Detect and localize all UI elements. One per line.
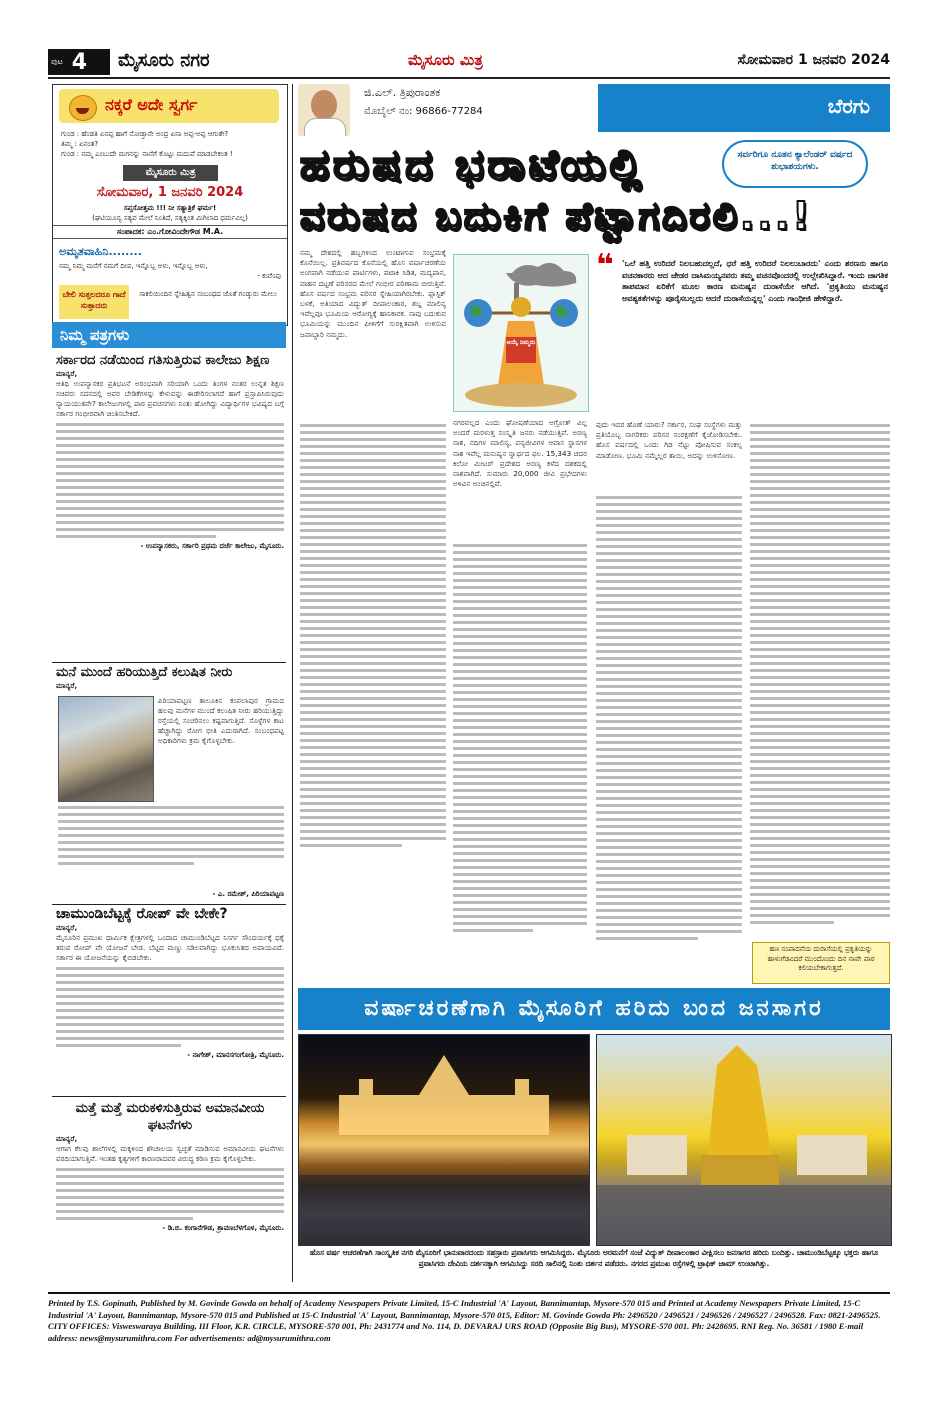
letter-body: ಪಿರಿಯಾಪಟ್ಟಣ ತಾಲೂಕಿನ ಕಂಪಲಾಪುರ ಗ್ರಾಮದ ಹಲವು ಮನೆಗಳ ಮುಂದೆ ಕಲುಷಿತ ನೀರು ಹರಿಯುತ್ತಿದ್ದು ರಸ್ತೆಯಲ್ಲಿ ಸಂಚರಿಸಲು ಕಷ್ಟವಾಗುತ್ತಿದೆ. ಸೊಳ್ಳೆಗಳ ಕಾಟ ಹೆಚ್ಚಾಗಿದ್ದು ರೋಗ ಭೀತಿ ಎದುರಾಗಿದೆ. ಸಂಬಂಧಪಟ್ಟ ಅಧಿಕಾರಿಗಳು ಕ್ರಮ ಕೈಗೊಳ್ಳಬೇಕು.	[158, 696, 284, 745]
article-body-col3	[596, 420, 742, 461]
page-number: 4	[71, 49, 88, 75]
amrita-text: ನಮ್ಮ ನಿಮ್ಮ ಮನೆಗೆ ನಮಗೆ ದೀಪ, ಇನ್ನೊಬ್ಬ ಅಳು, ಇನ್ನೊಬ್ಬ ಅಳು,	[59, 262, 208, 270]
letter-salute: ಮಾನ್ಯರೆ,	[56, 369, 78, 378]
proverb-right: ಸಾಕಲಿಯಿಂದಿನ ಸ್ನೇಹಿತ್ವನ ಸಂಬಂಧದ ಜೊತೆ ಗಂಡ್ಕುರು ಮೇಲು	[139, 290, 277, 298]
headline-line-2: ವರುಷದ ಬದುಕಿಗೆ ಪೆಟ್ಟಾಗದಿರಲಿ...!	[300, 194, 813, 238]
letter-signature: - ಡಿ.ಬಿ. ಕಂಗಾನೆಗೌಡ, ಶ್ರಾವಣಬೆಳಗೊಳ, ಮೈಸೂರು.	[162, 1224, 284, 1232]
letter-1	[56, 352, 284, 551]
joke-line: ಗುಂಡ : ಹೆಂಡತಿ ಏನಪ್ಪ ಹಾಗೆ ನೋಡ್ತಾನೇ ಅಂದ್ರ ಏನಾ ಅಪ್ಪ-ಅಪ್ಪ ಆಗುತೇ?	[61, 130, 229, 138]
photo-caption: ಹೊಸ ವರ್ಷ ಆಚರಣೆಗಾಗಿ ಸಾಂಸ್ಕೃತಿಕ ನಗರಿ ಮೈಸೂರಿಗೆ ಭಾನುವಾರದಂದು ಸಹಸ್ರಾರು ಪ್ರವಾಸಿಗರು ಆಗಮಿಸಿದ್ದರು. ಮೈಸೂರು ಅರಮನೆಗೆ ಸಂಜೆ ವಿದ್ಯುತ್ ದೀಪಾಲಂಕಾರ ವೀಕ್ಷಿಸಲು ಜನಸಾಗರ ಹರಿದು ಬಂದಿತ್ತು. ಚಾಮುಂಡಿಬೆಟ್ಟಕ್ಕೂ ಭಕ್ತರು ಹಾಗೂ ಪ್ರವಾಸಿಗರು ದೇವಿಯ ದರ್ಶನಕ್ಕಾಗಿ ಆಗಮಿಸಿದ್ದು ಸರದಿ ಸಾಲಿನಲ್ಲಿ ನಿಂತು ದರ್ಶನ ಪಡೆದರು. ನಗರದ ಪ್ರಮುಖ ರಸ್ತೆಗಳಲ್ಲಿ ಟ್ರಾಫಿಕ್ ಜಾಮ್ ಉಂಟಾಗಿತ್ತು.	[309, 1248, 879, 1268]
letter-body: ಆತಿಥಿ ಉಪನ್ಯಾಸಕರ ಪ್ರತಿಭಟನೆ ಅರಂಭವಾಗಿ ಸರಿಯಾಗಿ ಒಂದು ತಿಂಗಳ ನಂತರ ಉನ್ನತ ಶಿಕ್ಷಣ ಸಚಿವರು ಸದನದಲ್ಲಿ ಅವರ ಬೇಡಿಕೆಗಳನ್ನು ಕೇಳುವನ್ನು ಈಡೇರಿಸಲಾಗದೆ ಹಾಗೆ ಪ್ರಸ್ತಾಪಿಸಿರುವುದು ನ್ಯಾಯಯುತವೇ? ಕಾಲೇಜುಗಳಲ್ಲಿ ಪಾಠ ಪ್ರವಚನಗಳು ನಿಂತು ಹೋಗಿದ್ದು ವಿದ್ಯಾರ್ಥಿಗಳ ಭವಿಷ್ಯದ ಬಗ್ಗೆ ಸರ್ಕಾರ ಗಂಭೀರವಾಗಿ ಚಿಂತಿಸಬೇಕಿದೆ.	[56, 379, 284, 418]
tagline: ಸಪ್ತಸೋತ್ತಮ !!! ನೀ ಸತ್ಯಾತ್ರಿಕೆ ಘರ್ಮ!	[123, 204, 217, 212]
new-year-wish-badge: ಸರ್ವರಿಗೂ ನೂತನ ಕ್ಯಾಲೆಂಡರ್ ವರ್ಷದ ಶುಭಾಶಯಗಳು.	[722, 140, 868, 188]
amrita-title: ಅಮೃತವಾಹಿನಿ........	[59, 245, 142, 258]
article-paragraph: ಪುದು ಇದರ ಹೊಣೆ ಯಾರು? ಸರ್ಕಾರ, ಸಂಘ ಸಂಸ್ಥೆಗಳು ಮತ್ತು ಪ್ರತಿಯೊಬ್ಬ ನಾಗರಿಕರು ಪರಿಸರ ಸಂರಕ್ಷಣೆಗೆ ಕೈಜೋಡಿಸಬೇಕು. ಹೊಸ ವರ್ಷದಲ್ಲಿ ಒಂದು ಗಿಡ ನೆಟ್ಟು ಪೋಷಿಸುವ ಸಂಕಲ್ಪ ಮಾಡೋಣ. ಭೂಮಿ ನಮ್ಮೆಲ್ಲರ ತಾಯಿ, ಅದನ್ನು ಉಳಿಸೋಣ.	[596, 420, 742, 460]
letter-signature: - ನಾಗೇಶ್, ಮಾನಸಗಂಗೋತ್ರಿ, ಮೈಸೂರು.	[187, 1051, 284, 1059]
author-name: ಜಿ.ಎಲ್. ತ್ರಿಪುರಾಂತಕ	[364, 86, 441, 99]
masthead-brand: ಮೈಸೂರು ಮಿತ್ರ	[408, 51, 483, 69]
letter-signature: - ಉಪನ್ಯಾಸಕರು, ಸರ್ಕಾರಿ ಪ್ರಥಮ ದರ್ಜೆ ಕಾಲೇಜು, ಮೈಸೂರು.	[140, 542, 284, 550]
author-avatar	[298, 84, 350, 136]
chamundi-temple-crowd-photo	[596, 1034, 892, 1246]
pull-quote	[596, 248, 890, 416]
humor-title-banner	[59, 89, 279, 123]
letter-body: ಆಗಾಗ ಕೆಲವು ಶಾಲೆಗಳಲ್ಲಿ ಮಕ್ಕಳಿಂದ ಶೌಚಾಲಯ ಸ್ವಚ್ಛತೆ ಮಾಡಿಸುವ ಅಮಾನವೀಯ ಘಟನೆಗಳು ವರದಿಯಾಗುತ್ತಿವೆ. ಇಂತಹ ಕೃತ್ಯಗಳಿಗೆ ಕಾರಣರಾದವರ ವಿರುದ್ಧ ಕಠಿಣ ಕ್ರಮ ಕೈಗೊಳ್ಳಬೇಕು.	[56, 1144, 284, 1163]
letters-section-header: ನಿಮ್ಮ ಪತ್ರಗಳು	[52, 322, 286, 348]
section-name: ಮೈಸೂರು ನಗರ	[118, 50, 210, 71]
column-label-banner	[598, 84, 890, 132]
imprint-footer: Printed by T.S. Gopinath, Published by M. Govinde Gowda on behalf of Academy Newspapers Private Limited, 15-C Industrial 'A' Layout, Bannimantap, Mysore-570 015 and Printed at Academy Newspapers Private Limited, 15-C Industrial 'A' Layout, Bannimantap, Mysore-570 015 and Published at 15-C Industrial 'A' Layout, Bannimantap, Mysore-570 015, Editor: M. Govinde Gowda Ph: 2496520 / 2496521 / 2496526 / 2496527 / 2496528. Fax: 0821-2496525. CITY OFFICES: Visweswaraya Building, III Floor, K.R. CIRCLE, MYSORE-570 001, Ph: 2431774 and No. 114, D. DEVARAJ URS ROAD (Opposite Big Bus), MYSORE-570 001. Ph: 2428695. RNI Reg. No. 36581 / 1980 E-mail address: news@mysurumithra.com For advertisements: ad@mysurumithra.com	[48, 1292, 890, 1344]
tagline-sub: (ಘಟಿಯೂನ್ಯ ಸತ್ಯವ ಮೇಲೆ ನಿಂತಿದೆ, ಸತ್ಯಕ್ಕಿಂತ ಮಿಗಿಲಾದ ಧರ್ಮವಿಲ್ಲ)	[92, 214, 248, 222]
letter-title: ಮನೆ ಮುಂದೆ ಹರಿಯುತ್ತಿದೆ ಕಲುಷಿತ ನೀರು	[56, 665, 233, 680]
letter-body-continued	[56, 423, 284, 538]
letter-salute: ಮಾನ್ಯರೆ,	[56, 1134, 78, 1143]
laughing-face-icon	[69, 95, 97, 121]
illustration-label: ಆಯ್ಕೆ ನಿಮ್ಮದು	[506, 339, 536, 346]
article-body-col4	[750, 420, 890, 928]
editor-line: ಸಂಪಾದಕ: ಎಂ.ಗೋವಿಂದೇಗೌಡ M.A.	[53, 225, 287, 239]
letter-title: ಮತ್ತೆ ಮತ್ತೆ ಮರುಕಳಿಸುತ್ತಿರುವ ಅಮಾನವೀಯ ಘಟನೆಗಳು	[75, 1101, 265, 1133]
humor-title: ನಕ್ಕರೆ ಅದೇ ಸ್ವರ್ಗ	[105, 95, 198, 114]
issue-date: ಸೋಮವಾರ 1 ಜನವರಿ 2024	[737, 52, 890, 68]
page-header	[48, 47, 890, 79]
letter-2	[56, 664, 284, 691]
letter-4	[56, 1100, 284, 1233]
quote-mark-icon: ❝	[596, 248, 614, 283]
earth-illustration	[453, 254, 589, 412]
letter-salute: ಮಾನ್ಯರೆ,	[56, 923, 78, 932]
column-label: ಬೆರಗು	[827, 94, 870, 118]
article-paragraph: ನಗರವಲ್ಲದ ಎಂದು ಘೋಷಣೆಯಾದ ಅಗ್ರೋತ್ ವಿಲ್ಲ ಅಂದರೆ ಮರಳುತ್ತ ಸಂಸ್ಕೃತಿ ಜನರು ನಡೆಯುತ್ತಿವೆ. ಅರಣ್ಯ ನಾಶ, ನದಿಗಳ ಮಾಲಿನ್ಯ, ವನ್ಯಜೀವಿಗಳ ಆವಾಸ ಸ್ಥಾನಗಳ ನಾಶ ಇವೆಲ್ಲ ಮನುಷ್ಯನ ಸ್ವಾರ್ಥದ ಫಲ. 15,343 ಚದರ ಕಿಲೋ ಮೀಟರ್ ಪ್ರದೇಶದ ಅರಣ್ಯ ಕಳೆದ ದಶಕದಲ್ಲಿ ನಾಶವಾಗಿದೆ. ಸುಮಾರು 20,000 ಜೀವಿ ಪ್ರಭೇದಗಳು ಅಳಿವಿನ ಅಂಚಿನಲ್ಲಿವೆ.	[453, 418, 587, 489]
article-body-col2	[453, 418, 587, 489]
joke-line: ತಿಮ್ಮ : ಏನಂತ?	[61, 140, 99, 148]
letter-body: ಮೈಸೂರಿನ ಪ್ರಮುಖ ಧಾರ್ಮಿಕ ಕ್ಷೇತ್ರಗಳಲ್ಲಿ ಒಂದಾದ ಚಾಮುಂಡಿಬೆಟ್ಟದ ನಿಸರ್ಗ ಸೌಂದರ್ಯಕ್ಕೆ ಧಕ್ಕೆ ತರುವ ರೋಪ್ ವೇ ಯೋಜನೆ ಬೇಡ. ಬೆಟ್ಟದ ಮಣ್ಣು ಸಡಿಲವಾಗಿದ್ದು ಭೂಕುಸಿತದ ಅಪಾಯವಿದೆ. ಸರ್ಕಾರ ಈ ಯೋಜನೆಯನ್ನು ಕೈಬಿಡಬೇಕು.	[56, 933, 284, 962]
pull-quote-text: 'ಒಲೆ ಹತ್ತಿ ಉರಿದರೆ ನಿಲಬಹುದಲ್ಲದೆ, ಧರೆ ಹತ್ತಿ ಉರಿದರೆ ನಿಲಲುಬಾರದು' ಎಂದು ಶರಣರು ಹಾಗೂ ವಚನಕಾರರು ಆದ ಜೇಡರ ದಾಸಿಮಯ್ಯನವರು ತಮ್ಮ ವಚನವೊಂದರಲ್ಲಿ ಉಲ್ಲೇಖಿಸಿದ್ದಾರೆ. ಇಂದು ಜಾಗತಿಕ ತಾಪಮಾನ ಏರಿಕೆಗೆ ಮೂಲ ಕಾರಣ ಮನುಷ್ಯನ ದುರಾಸೆಯೇ ಆಗಿದೆ. 'ಪ್ರಕೃತಿಯು ಮನುಷ್ಯನ ಅವಶ್ಯಕತೆಗಳನ್ನು ಪೂರೈಸಬಲ್ಲದು ಆದರೆ ದುರಾಸೆಯನ್ನಲ್ಲ' ಎಂದು ಗಾಂಧೀಜಿ ಹೇಳಿದ್ದಾರೆ.	[622, 259, 888, 303]
column-byline	[298, 84, 594, 136]
article-paragraph: ನಮ್ಮ ದೇಶದಲ್ಲಿ ಹಬ್ಬಗಳಿಂದ ಉಂಟಾಗುವ ಸಂಭ್ರಮಕ್ಕೆ ಕೊನೆಯಿಲ್ಲ. ಪ್ರತಿವರ್ಷದ ಕೊನೆಯಲ್ಲಿ ಹೊಸ ವರ್ಷಾಚರಣೆಯ ಅಂಗವಾಗಿ ನಡೆಯುವ ಪಾರ್ಟಿಗಳು, ಪಟಾಕಿ ಸಿಡಿತ, ಮದ್ಯಪಾನ, ವಾಹನ ದಟ್ಟಣೆ ಪರಿಸರದ ಮೇಲೆ ಗಂಭೀರ ಪರಿಣಾಮ ಬೀರುತ್ತಿವೆ. ಹೊಸ ವರ್ಷದ ಸಂಭ್ರಮ ಪರಿಸರ ಸ್ನೇಹಿಯಾಗಿರಬೇಕು. ಪ್ಲಾಸ್ಟಿಕ್ ಬಳಕೆ, ಅತಿಯಾದ ವಿದ್ಯುತ್ ದೀಪಾಲಂಕಾರ, ಶಬ್ದ ಮಾಲಿನ್ಯ ಇವೆಲ್ಲವೂ ಭೂಮಿಯ ಆರೋಗ್ಯಕ್ಕೆ ಹಾನಿಕಾರಕ. ನಾವು ಬದುಕುವ ಭೂಮಿಯನ್ನು ಮುಂದಿನ ಪೀಳಿಗೆಗೆ ಸುರಕ್ಷಿತವಾಗಿ ಉಳಿಸುವ ಜವಾಬ್ದಾರಿ ನಮ್ಮದು.	[300, 248, 446, 339]
article-body-col1	[300, 248, 446, 340]
highlight-box: ಹಣ ಸಂಪಾದನೆಯ ದುರಾಸೆಯಲ್ಲಿ ಪ್ರಕೃತಿಯನ್ನು ಹಾಳುಗೆಡವಿದರೆ ಮುಂದೊಂದು ದಿನ ನಾವೇ ಪಾಠ ಕಲಿಯಬೇಕಾಗುತ್ತದೆ.	[752, 942, 890, 984]
letter-title: ಚಾಮುಂಡಿಬೆಟ್ಟಕ್ಕೆ ರೋಪ್ ವೇ ಬೇಕೇ?	[56, 906, 228, 922]
polluted-water-photo	[58, 696, 154, 802]
mini-masthead: ಮೈಸೂರು ಮಿತ್ರ	[123, 165, 218, 181]
amrita-signature: - ಕುವೆಂಪು	[257, 272, 281, 280]
photo-feature-banner: ವರ್ಷಾಚರಣೆಗಾಗಿ ಮೈಸೂರಿಗೆ ಹರಿದು ಬಂದ ಜನಸಾಗರ	[298, 988, 890, 1030]
letter-signature: - ಎ. ರಮೇಶ್, ಪಿರಿಯಾಪಟ್ಟಣ	[212, 890, 284, 898]
page-label: ಪುಟ	[51, 57, 63, 66]
page-number-badge	[48, 49, 110, 75]
headline-line-1: ಹರುಷದ ಭರಾಟೆಯಲ್ಲಿ	[300, 140, 646, 189]
letter-title: ಸರ್ಕಾರದ ನಡೆಯಿಂದ ಗತಿಸುತ್ತಿರುವ ಕಾಲೇಜು ಶಿಕ್ಷಣ	[56, 353, 270, 368]
humor-box	[52, 84, 288, 326]
letter-3	[56, 906, 284, 1060]
humor-joke	[61, 129, 279, 159]
author-mobile: ಮೊಬೈಲ್ ನಂ: 96866-77284	[364, 106, 483, 117]
letter-salute: ಮಾನ್ಯರೆ,	[56, 681, 78, 690]
proverb-left: ಬೇಲಿ ಸುತ್ತಲದರೂ ಗಾದೆ ಸುತ್ತಾದರು	[59, 285, 129, 319]
palace-lighting-photo	[298, 1034, 590, 1246]
mini-date: ಸೋಮವಾರ, 1 ಜನವರಿ 2024	[96, 185, 244, 200]
joke-line: ಗುಂಡ : ನಮ್ಮ ಎಂಬುದೇ ಮಗನನ್ನು ನಾನೆಗೆ ಕೊಟ್ಟು ಮದುವೆ ಮಾಡಬೇಕಂತ !	[61, 150, 233, 158]
